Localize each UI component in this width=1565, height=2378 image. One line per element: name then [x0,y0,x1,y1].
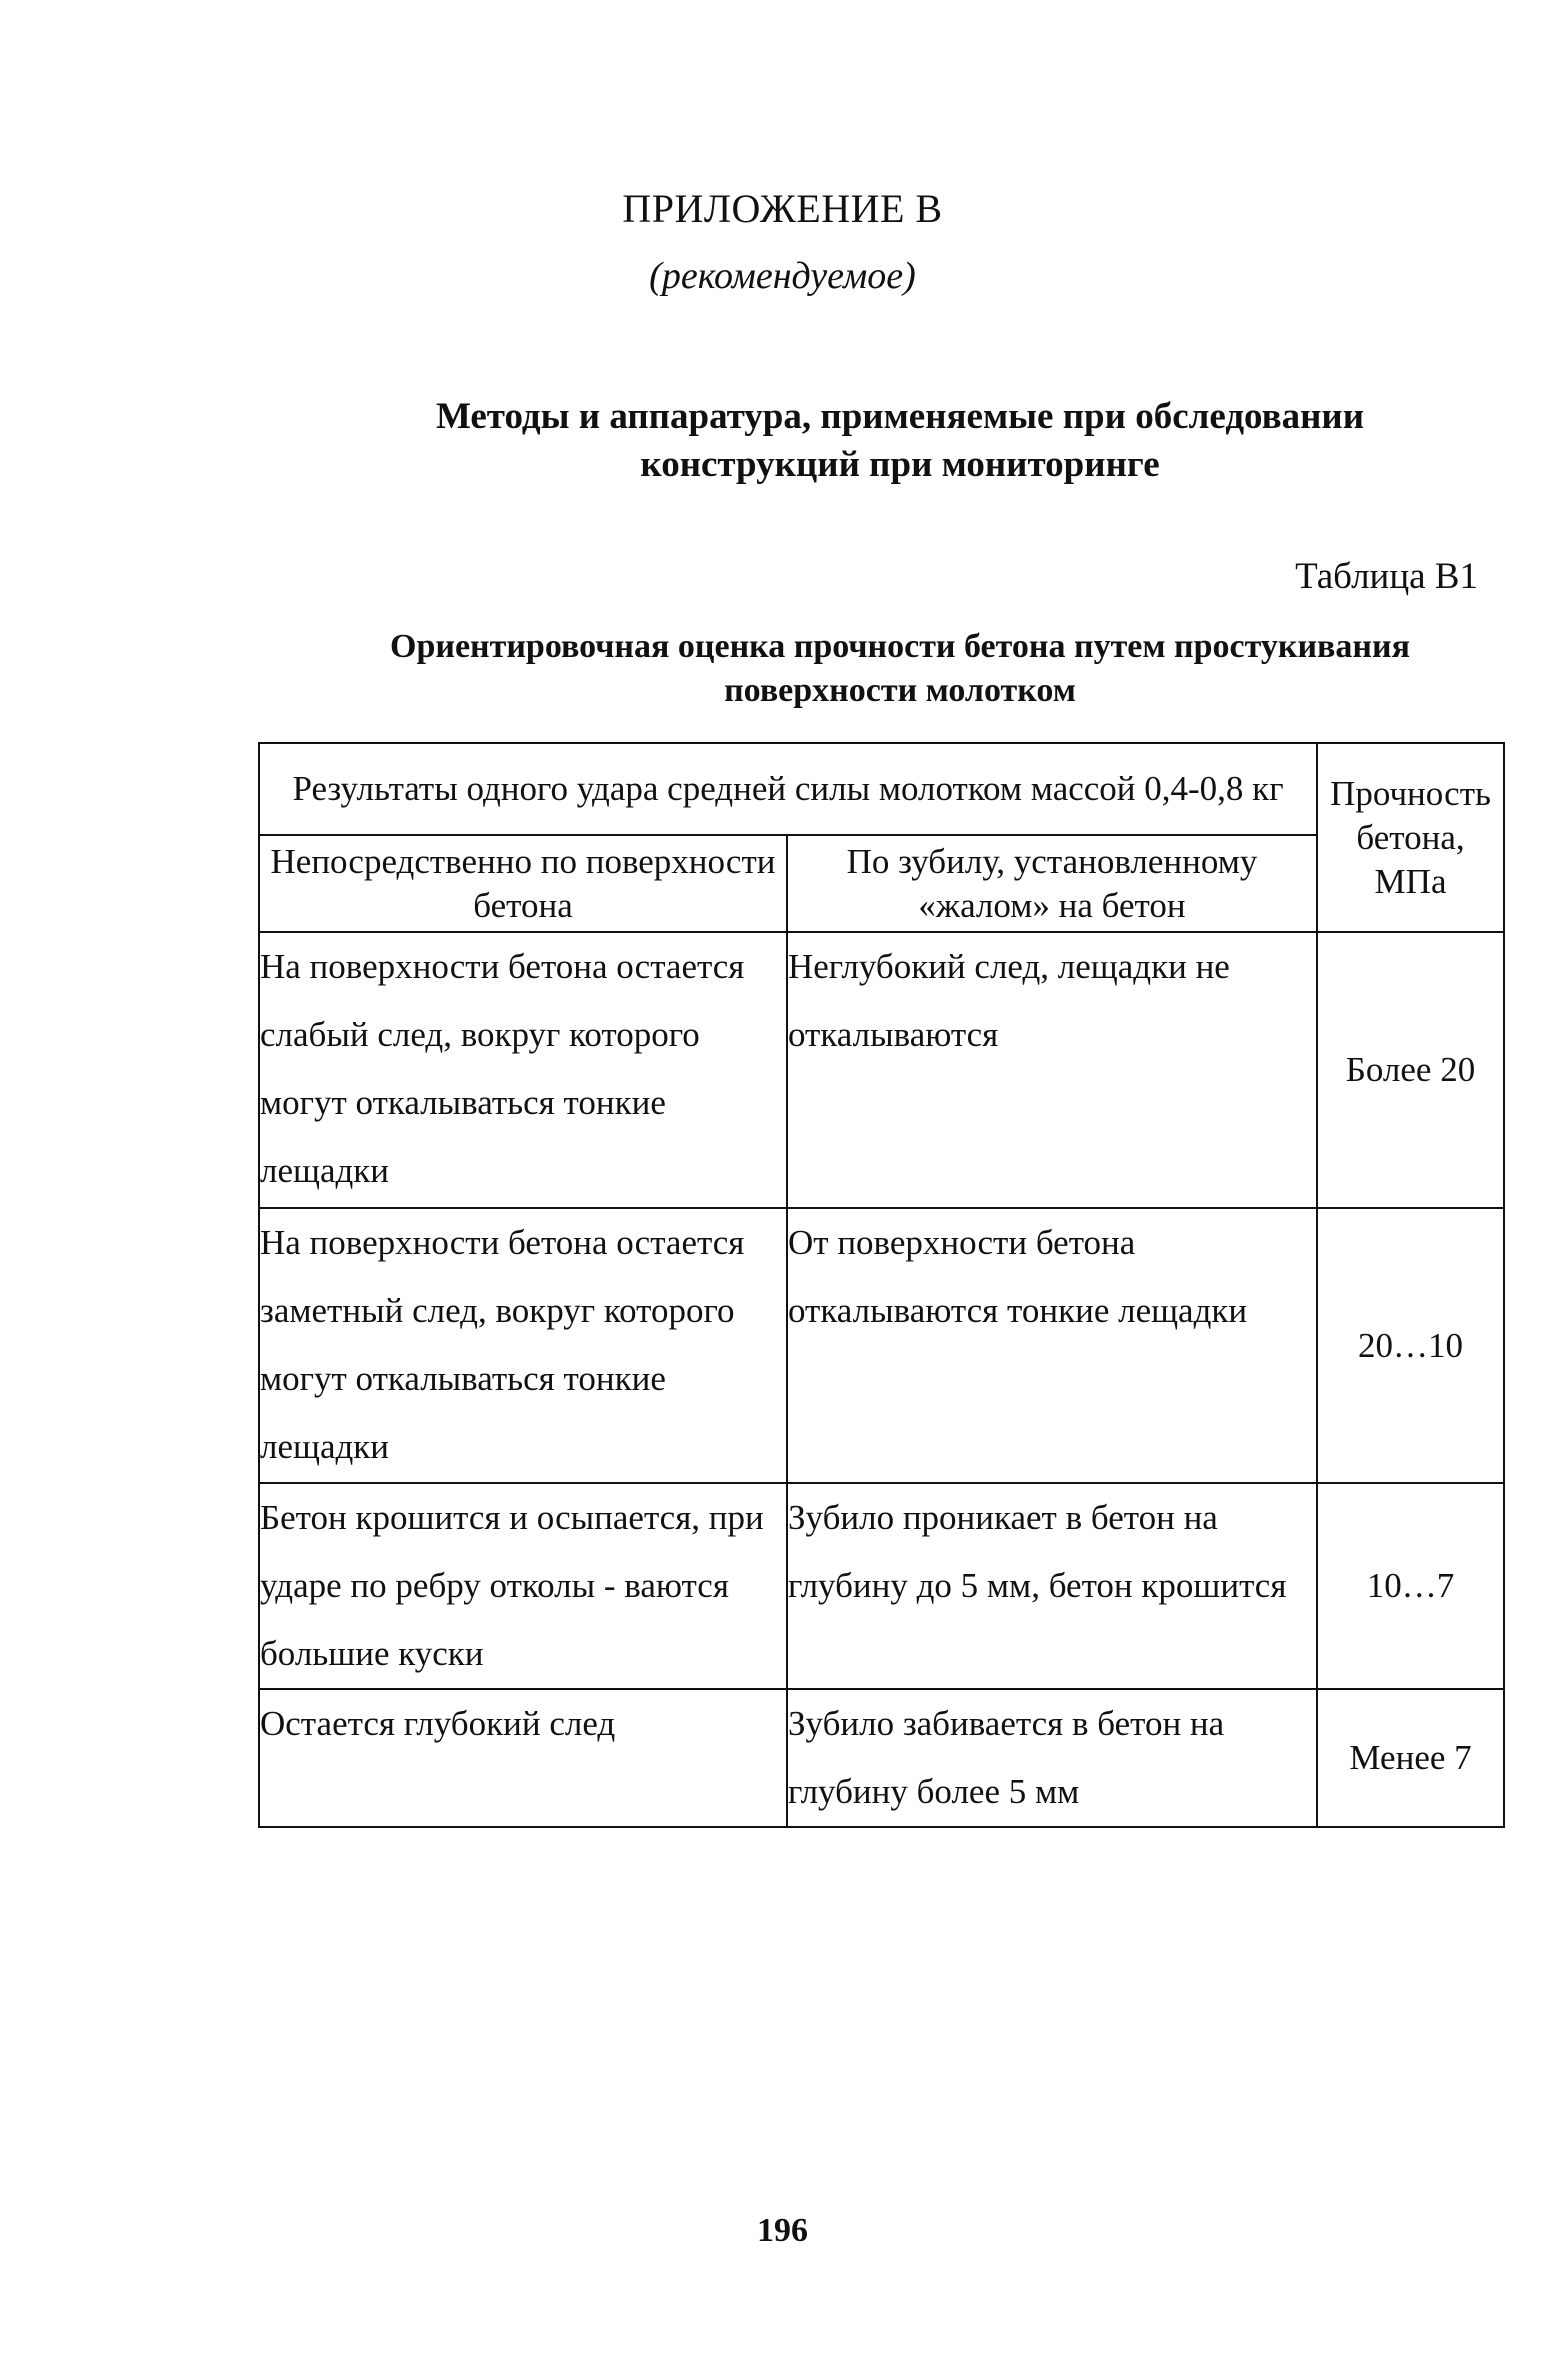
table-row [259,1483,1504,1689]
cell-strength: Менее 7 [1317,1689,1504,1827]
table-header-row [259,743,1504,835]
cell-chisel: Зубило забивается в бетон на глубину более 5 мм [787,1689,1317,1827]
cell-chisel: Зубило проникает в бетон на глубину до 5 мм, бетон крошится [787,1483,1317,1689]
strength-table [258,742,1505,1828]
table-label: Таблица В1 [1295,556,1478,597]
cell-direct: На поверхности бетона остается слабый след, вокруг которого могут откалываться тонкие лещадки [259,932,787,1208]
header-group: Результаты одного удара средней силы молотком массой 0,4-0,8 кг [259,743,1317,835]
appendix-subtitle: (рекомендуемое) [649,255,916,297]
table-row [259,1689,1504,1827]
page-number: 196 [757,2212,808,2249]
table-caption: Ориентировочная оценка прочности бетона путем простукивания поверхности молотком [390,628,1410,709]
header-chisel: По зубилу, установленному «жалом» на бетон [787,835,1317,932]
cell-chisel: Неглубокий след, лещадки не откалываются [787,932,1317,1208]
header-strength: Прочность бетона, МПа [1317,743,1504,932]
table-row [259,932,1504,1208]
table-row [259,1208,1504,1483]
cell-chisel: От поверхности бетона откалываются тонкие лещадки [787,1208,1317,1483]
section-title: Методы и аппаратура, применяемые при обследовании конструкций при мониторинге [435,396,1365,485]
appendix-title: ПРИЛОЖЕНИЕ В [622,186,943,231]
cell-direct: На поверхности бетона остается заметный след, вокруг которого могут откалываться тонкие лещадки [259,1208,787,1483]
cell-direct: Остается глубокий след [259,1689,787,1827]
cell-strength: 20…10 [1317,1208,1504,1483]
cell-strength: 10…7 [1317,1483,1504,1689]
cell-direct: Бетон крошится и осыпается, при ударе по ребру отколы - ваются большие куски [259,1483,787,1689]
header-direct: Непосредственно по поверхности бетона [259,835,787,932]
cell-strength: Более 20 [1317,932,1504,1208]
